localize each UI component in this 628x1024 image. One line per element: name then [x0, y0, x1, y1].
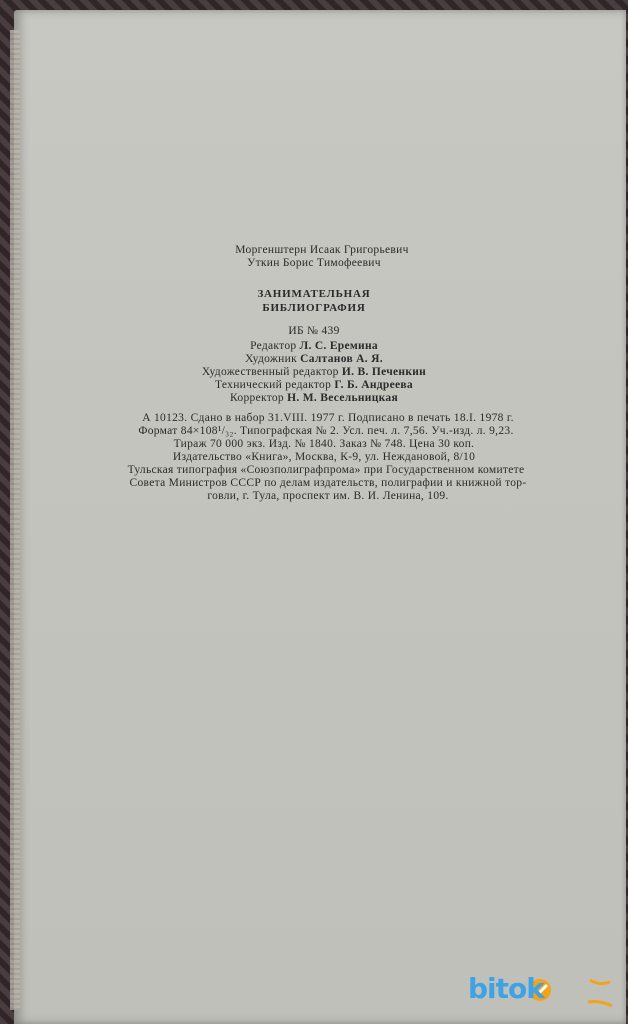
credit-role: Художник — [245, 353, 297, 365]
credit-role: Художественный редактор — [201, 366, 339, 378]
credit-role: Корректор — [230, 392, 284, 404]
credit-name: И. В. Печенкин — [341, 366, 427, 378]
imprint-line-4: Издательство «Книга», Москва, К-9, ул. Неждановой, 8/10 — [172, 451, 476, 463]
title-line-2: БИБЛИОГРАФИЯ — [262, 302, 366, 314]
ib-number: ИБ № 439 — [288, 325, 340, 337]
imprint-line-5: Тульская типография «Союзполиграфпрома» при Государственном комитете — [127, 464, 525, 476]
credit-role: Редактор — [250, 340, 297, 352]
author-line-1: Моргенштерн Исаак Григорьевич — [235, 244, 409, 256]
credit-editor — [0, 340, 628, 352]
title-line-1: ЗАНИМАТЕЛЬНАЯ — [257, 288, 371, 300]
watermark-text: bitok — [468, 972, 544, 1005]
imprint-line-3: Тираж 70 000 экз. Изд. № 1840. Заказ № 748. Цена 30 коп. — [173, 438, 475, 450]
imprint-line-2: Формат 84×108¹/₃₂. Типографская № 2. Усл. печ. л. 7,56. Уч.-изд. л. 9,23. — [138, 425, 514, 437]
author-line-2: Уткин Борис Тимофеевич — [247, 257, 381, 269]
imprint-line-7: говли, г. Тула, проспект им. В. И. Ленина, 109. — [207, 490, 449, 502]
credit-role: Технический редактор — [215, 379, 332, 391]
page-edge — [10, 30, 20, 1010]
imprint-line-6: Совета Министров СССР по делам издательств, полиграфии и книжной тор- — [129, 477, 527, 489]
book-page — [14, 10, 626, 1024]
watermark-logo — [468, 972, 618, 1012]
credit-artist — [0, 353, 628, 365]
credit-proofreader — [0, 392, 628, 404]
credit-art-editor — [0, 366, 628, 378]
credit-tech-editor — [0, 379, 628, 391]
credit-name: Н. М. Весельницкая — [287, 392, 398, 404]
credit-name: Салтанов А. Я. — [300, 353, 383, 365]
imprint-line-1: А 10123. Сдано в набор 31.VIII. 1977 г. Подписано в печать 18.I. 1978 г. — [142, 412, 514, 424]
credit-name: Л. С. Еремина — [299, 340, 378, 352]
credit-name: Г. Б. Андреева — [334, 379, 413, 391]
